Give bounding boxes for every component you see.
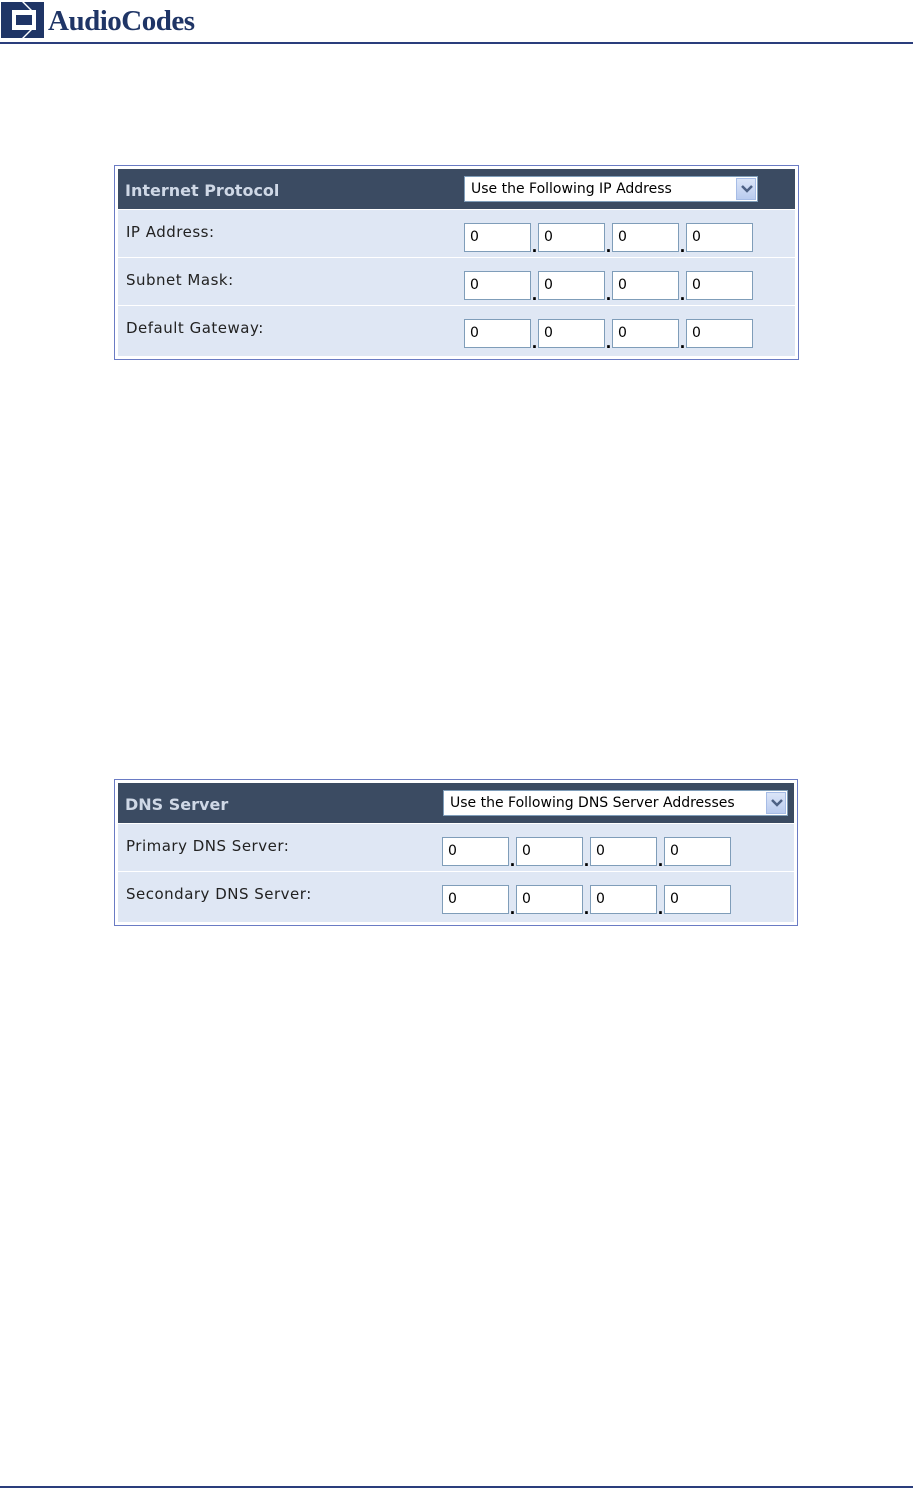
subnet-mask-octet-2[interactable]: 0 — [538, 271, 605, 300]
subnet-mask-row — [118, 257, 795, 306]
panel-body — [118, 783, 794, 922]
dropdown-button[interactable] — [736, 178, 756, 200]
panel-body — [118, 169, 795, 356]
default-gateway-octet-4[interactable]: 0 — [686, 319, 753, 348]
panel-header — [118, 169, 795, 209]
subnet-mask-octet-1[interactable]: 0 — [464, 271, 531, 300]
brand-header — [0, 0, 195, 40]
panel-title: DNS Server — [125, 795, 229, 814]
octet-separator: . — [531, 286, 538, 304]
subnet-mask-field — [464, 271, 753, 304]
chevron-down-icon — [771, 799, 783, 808]
subnet-mask-octet-3[interactable]: 0 — [612, 271, 679, 300]
panel-title: Internet Protocol — [125, 181, 280, 200]
octet-separator: . — [657, 900, 664, 918]
ip-address-octet-4[interactable]: 0 — [686, 223, 753, 252]
default-gateway-field — [464, 319, 753, 352]
ip-address-octet-3[interactable]: 0 — [612, 223, 679, 252]
octet-separator: . — [583, 900, 590, 918]
ip-address-row — [118, 209, 795, 258]
octet-separator: . — [605, 286, 612, 304]
ip-address-field — [464, 223, 753, 256]
primary-dns-label: Primary DNS Server: — [126, 837, 290, 855]
default-gateway-octet-1[interactable]: 0 — [464, 319, 531, 348]
secondary-dns-row — [118, 871, 794, 920]
octet-separator: . — [509, 900, 516, 918]
octet-separator: . — [531, 238, 538, 256]
subnet-mask-label: Subnet Mask: — [126, 271, 234, 289]
default-gateway-octet-2[interactable]: 0 — [538, 319, 605, 348]
octet-separator: . — [605, 334, 612, 352]
dns-mode-select-value: Use the Following DNS Server Addresses — [450, 795, 735, 811]
primary-dns-octet-2[interactable]: 0 — [516, 837, 583, 866]
octet-separator: . — [679, 334, 686, 352]
primary-dns-octet-4[interactable]: 0 — [664, 837, 731, 866]
default-gateway-octet-3[interactable]: 0 — [612, 319, 679, 348]
audiocodes-logo-icon — [0, 0, 46, 40]
ip-mode-select[interactable] — [464, 176, 758, 202]
octet-separator: . — [509, 852, 516, 870]
primary-dns-row — [118, 823, 794, 872]
default-gateway-row — [118, 305, 795, 354]
ip-address-octet-1[interactable]: 0 — [464, 223, 531, 252]
chevron-down-icon — [741, 185, 753, 194]
octet-separator: . — [657, 852, 664, 870]
octet-separator: . — [679, 286, 686, 304]
panel-header — [118, 783, 794, 823]
primary-dns-field — [442, 837, 731, 870]
secondary-dns-octet-1[interactable]: 0 — [442, 885, 509, 914]
octet-separator: . — [679, 238, 686, 256]
ip-address-octet-2[interactable]: 0 — [538, 223, 605, 252]
default-gateway-label: Default Gateway: — [126, 319, 264, 337]
octet-separator: . — [531, 334, 538, 352]
footer-rule — [0, 1486, 913, 1488]
octet-separator: . — [583, 852, 590, 870]
ip-address-label: IP Address: — [126, 223, 215, 241]
header-rule — [0, 42, 913, 44]
secondary-dns-octet-2[interactable]: 0 — [516, 885, 583, 914]
subnet-mask-octet-4[interactable]: 0 — [686, 271, 753, 300]
primary-dns-octet-3[interactable]: 0 — [590, 837, 657, 866]
secondary-dns-label: Secondary DNS Server: — [126, 885, 312, 903]
secondary-dns-field — [442, 885, 731, 918]
secondary-dns-octet-4[interactable]: 0 — [664, 885, 731, 914]
primary-dns-octet-1[interactable]: 0 — [442, 837, 509, 866]
brand-name: AudioCodes — [48, 4, 195, 37]
dropdown-button[interactable] — [766, 792, 786, 814]
octet-separator: . — [605, 238, 612, 256]
dns-server-panel — [114, 779, 798, 926]
dns-mode-select[interactable] — [443, 790, 788, 816]
internet-protocol-panel — [114, 165, 799, 360]
secondary-dns-octet-3[interactable]: 0 — [590, 885, 657, 914]
ip-mode-select-value: Use the Following IP Address — [471, 181, 672, 197]
